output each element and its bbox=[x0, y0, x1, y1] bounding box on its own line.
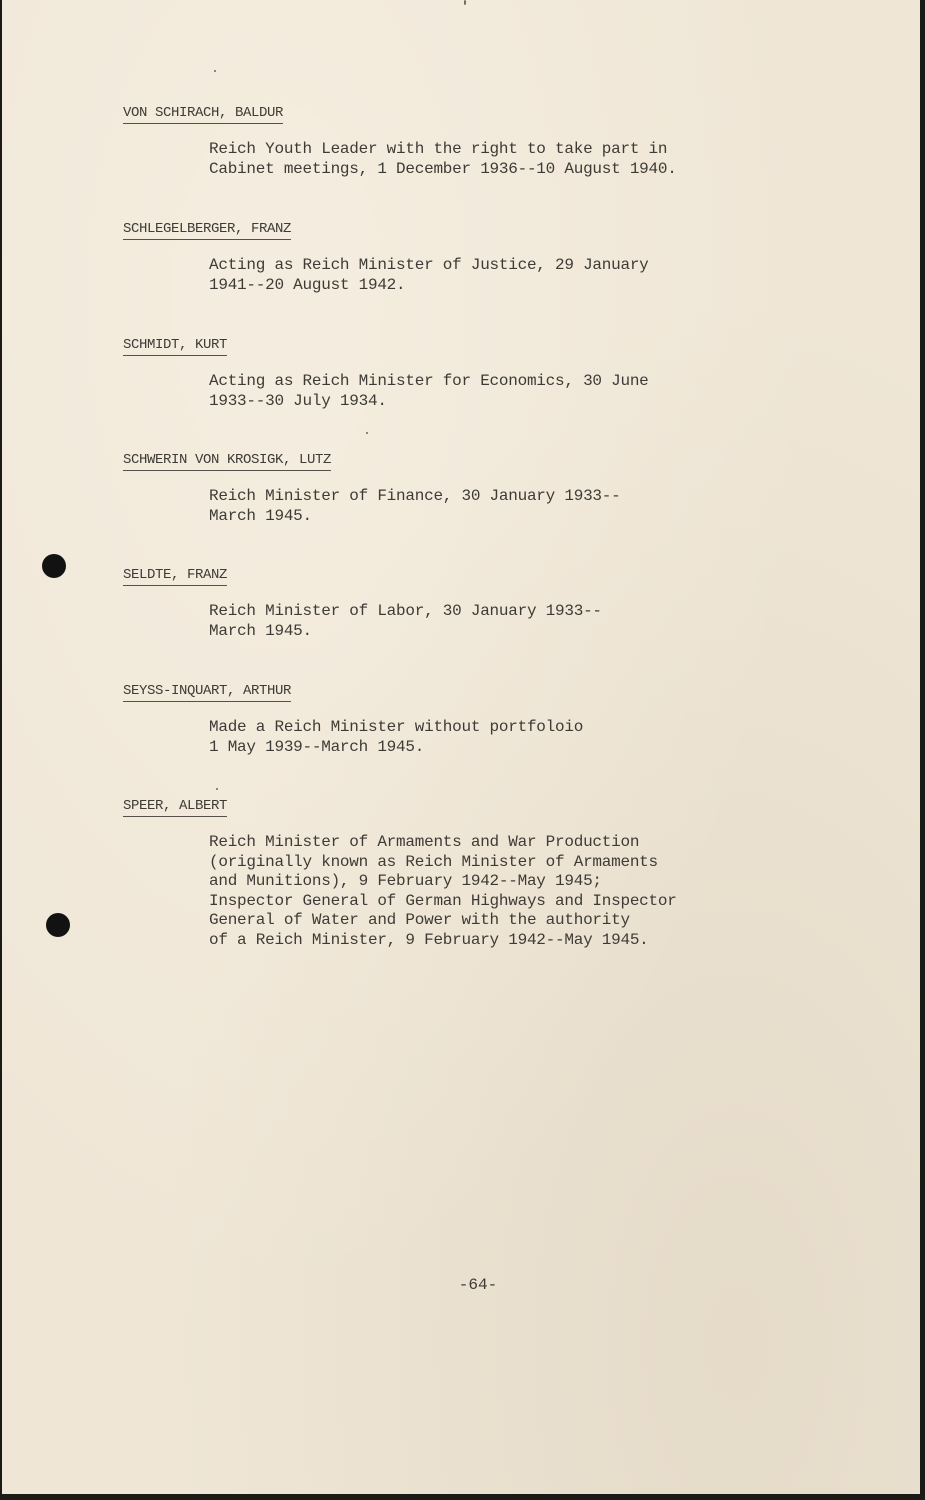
entry-description: Reich Minister of Armaments and War Production (originally known as Reich Minister of Armaments and Munitions), 9 February 1942--May 1945; Inspector General of German Highways and Inspector General of Water and Power with the authority of a Reich Minister, 9 February 1942--May 1945. bbox=[209, 833, 677, 949]
entry-description: Reich Minister of Finance, 30 January 1933-- March 1945. bbox=[209, 487, 621, 525]
entry-name: SCHMIDT, KURT bbox=[123, 336, 227, 356]
entry-name: SCHWERIN VON KROSIGK, LUTZ bbox=[123, 451, 331, 471]
punch-hole-lower bbox=[46, 913, 70, 937]
paper-speck bbox=[366, 432, 368, 434]
entry-name: SEYSS-INQUART, ARTHUR bbox=[123, 682, 291, 702]
entry-name: SELDTE, FRANZ bbox=[123, 566, 227, 586]
paper-speck bbox=[216, 788, 218, 790]
entry-description: Reich Youth Leader with the right to take part in Cabinet meetings, 1 December 1936--10 August 1940. bbox=[209, 140, 677, 178]
entry-name: SPEER, ALBERT bbox=[123, 797, 227, 817]
entry-description: Acting as Reich Minister for Economics, 30 June 1933--30 July 1934. bbox=[209, 372, 649, 410]
entry-name: SCHLEGELBERGER, FRANZ bbox=[123, 220, 291, 240]
page-number: -64- bbox=[458, 1276, 498, 1294]
paper-speck bbox=[214, 70, 216, 72]
entry-description: Reich Minister of Labor, 30 January 1933-- March 1945. bbox=[209, 602, 602, 640]
paper-speck bbox=[464, 0, 466, 5]
entry-description: Made a Reich Minister without portfoloio 1 May 1939--March 1945. bbox=[209, 718, 584, 756]
document-page bbox=[2, 0, 920, 1494]
punch-hole-upper bbox=[42, 554, 66, 578]
entry-name: VON SCHIRACH, BALDUR bbox=[123, 104, 283, 124]
entry-description: Acting as Reich Minister of Justice, 29 January 1941--20 August 1942. bbox=[209, 256, 649, 294]
